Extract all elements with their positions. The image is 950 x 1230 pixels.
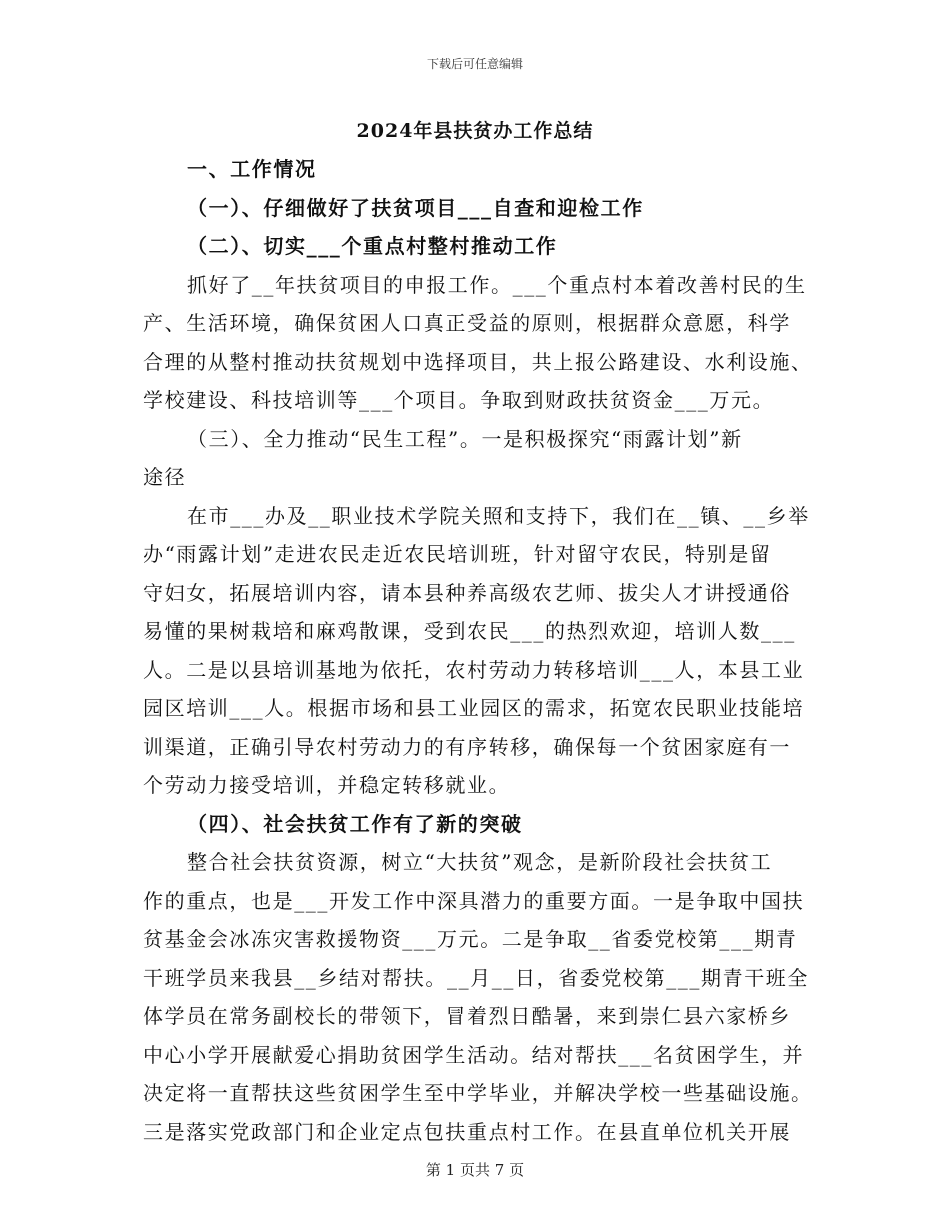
paragraph-line: 体学员在常务副校长的带领下，冒着烈日酷暑，来到崇仁县六家桥乡	[143, 1004, 791, 1028]
section-heading: （一）、仔细做好了扶贫项目___自查和迎检工作	[187, 195, 644, 220]
paragraph-line: 在市___办及__职业技术学院关照和支持下，我们在__镇、__乡举	[187, 503, 810, 528]
paragraph-line: 人。二是以县培训基地为依托，农村劳动力转移培训___人，本县工业	[143, 657, 805, 682]
paragraph-line: 决定将一直帮扶这些贫困学生至中学毕业，并解决学校一些基础设施。	[143, 1081, 813, 1105]
paragraph-line: 贫基金会冰冻灾害救援物资___万元。二是争取__省委党校第___期青	[143, 927, 798, 951]
paragraph-line: 产、生活环境，确保贫困人口真正受益的原则，根据群众意愿，科学	[143, 311, 791, 335]
section-heading: 一、工作情况	[187, 157, 317, 181]
document-body	[143, 150, 813, 1151]
paragraph-line: 守妇女，拓展培训内容，请本县种养高级农艺师、拔尖人才讲授通俗	[143, 580, 791, 605]
paragraph-line: 中心小学开展献爱心捐助贫困学生活动。结对帮扶___名贫困学生，并	[143, 1042, 805, 1067]
paragraph-line: 途径	[143, 465, 187, 489]
page-footer: 第 1 页共 7 页	[425, 1161, 525, 1179]
paragraph-line: 抓好了__年扶贫项目的申报工作。___个重点村本着改善村民的生	[187, 272, 807, 297]
paragraph-line: 易懂的果树栽培和麻鸡散课，受到农民___的热烈欢迎，培训人数___	[143, 619, 796, 643]
paragraph-line: 干班学员来我县__乡结对帮扶。__月__日，省委党校第___期青干班全	[143, 965, 809, 990]
paragraph-line: 合理的从整村推动扶贫规划中选择项目，共上报公路建设、水利设施、	[143, 349, 813, 374]
paragraph-line: 作的重点，也是___开发工作中深具潜力的重要方面。一是争取中国扶	[143, 888, 805, 913]
document-title: 2024年县扶贫办工作总结	[356, 120, 594, 142]
paragraph-line: 园区培训___人。根据市场和县工业园区的需求，拓宽农民职业技能培	[143, 696, 805, 720]
paragraph-line: 个劳动力接受培训，并稳定转移就业。	[143, 773, 511, 797]
header-note: 下载后可任意编辑	[426, 57, 523, 71]
paragraph-line: 整合社会扶贫资源，树立“大扶贫”观念，是新阶段社会扶贫工	[187, 850, 773, 874]
paragraph-line: 三是落实党政部门和企业定点包扶重点村工作。在县直单位机关开展	[143, 1119, 791, 1144]
paragraph-line: 训渠道，正确引导农村劳动力的有序转移，确保每一个贫困家庭有一	[143, 734, 791, 759]
paragraph-line: 学校建设、科技培训等___个项目。争取到财政扶贫资金___万元。	[143, 388, 775, 412]
paragraph-line: （三）、全力推动“民生工程”。一是积极探究“雨露计划”新	[187, 426, 743, 451]
section-heading: （四）、社会扶贫工作有了新的突破	[187, 811, 523, 836]
paragraph-line: 办“雨露计划”走进农民走近农民培训班，针对留守农民，特别是留	[143, 542, 772, 566]
section-heading: （二）、切实___个重点村整村推动工作	[187, 234, 558, 258]
